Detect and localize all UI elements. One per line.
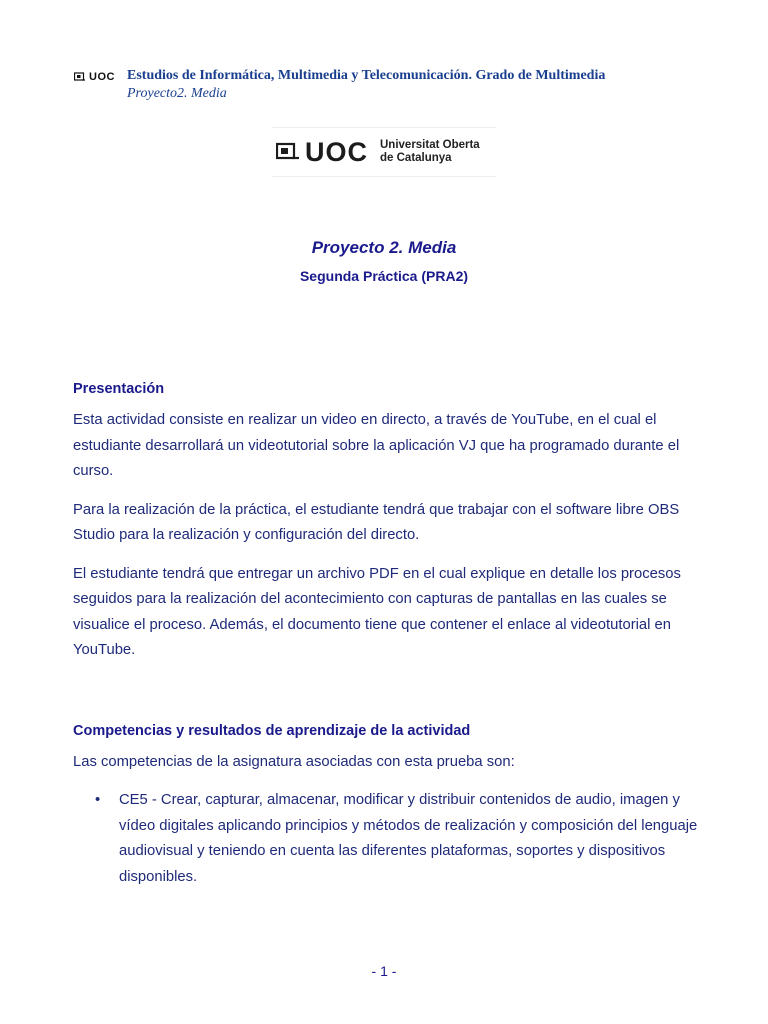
header-logo: [74, 71, 115, 83]
section-title-competencias: Competencias y resultados de aprendizaje de la actividad: [73, 722, 471, 739]
university-name-line1: Universitat Oberta: [380, 139, 480, 151]
bullet-icon: •: [95, 792, 101, 808]
university-name: [380, 139, 480, 165]
document-subtitle: Segunda Práctica (PRA2): [299, 268, 469, 284]
header-logo-text: UOC: [89, 71, 115, 83]
header-subtitle: Proyecto2. Media: [127, 86, 227, 101]
paragraph: El estudiante tendrá que entregar un archivo PDF en el cual explique en detalle los procesos seguidos para la realización del acontecimiento con capturas de pantallas en las cuales se visualice el proceso. Además, el documento tiene que contener el enlace al videotutorial en YouTube.: [73, 565, 681, 658]
list-item-text: CE5 - Crear, capturar, almacenar, modificar y distribuir contenidos de audio, imagen y vídeo digitales aplicando principios y métodos de realización y composición del lenguaje audiovisual y teniendo en cuenta las diferentes plataformas, soportes y dispositivos disponibles.: [119, 792, 698, 885]
paragraph: Las competencias de la asignatura asociadas con esta prueba son:: [73, 753, 515, 770]
header-title: Estudios de Informática, Multimedia y Telecomunicación. Grado de Multimedia: [127, 68, 606, 83]
paragraph: Para la realización de la práctica, el estudiante tendrá que trabajar con el software libre OBS Studio para la realización y configuración del directo.: [73, 501, 680, 543]
document-body: [73, 378, 698, 890]
uoc-logo-icon: [276, 142, 300, 162]
list-item: [73, 788, 698, 890]
page-number: - 1 -: [371, 963, 397, 979]
university-name-line2: de Catalunya: [380, 152, 452, 164]
document-title: Proyecto 2. Media: [311, 238, 457, 257]
university-logo: [272, 127, 496, 177]
competencias-list: [73, 788, 698, 890]
paragraph: Esta actividad consiste en realizar un video en directo, a través de YouTube, en el cual el estudiante desarrollará un videotutorial sobre la aplicación VJ que ha programado durante el curso.: [73, 412, 680, 479]
logo-brand: UOC: [305, 136, 368, 167]
uoc-logo-icon: [74, 72, 86, 82]
section-title-presentacion: Presentación: [73, 381, 165, 397]
